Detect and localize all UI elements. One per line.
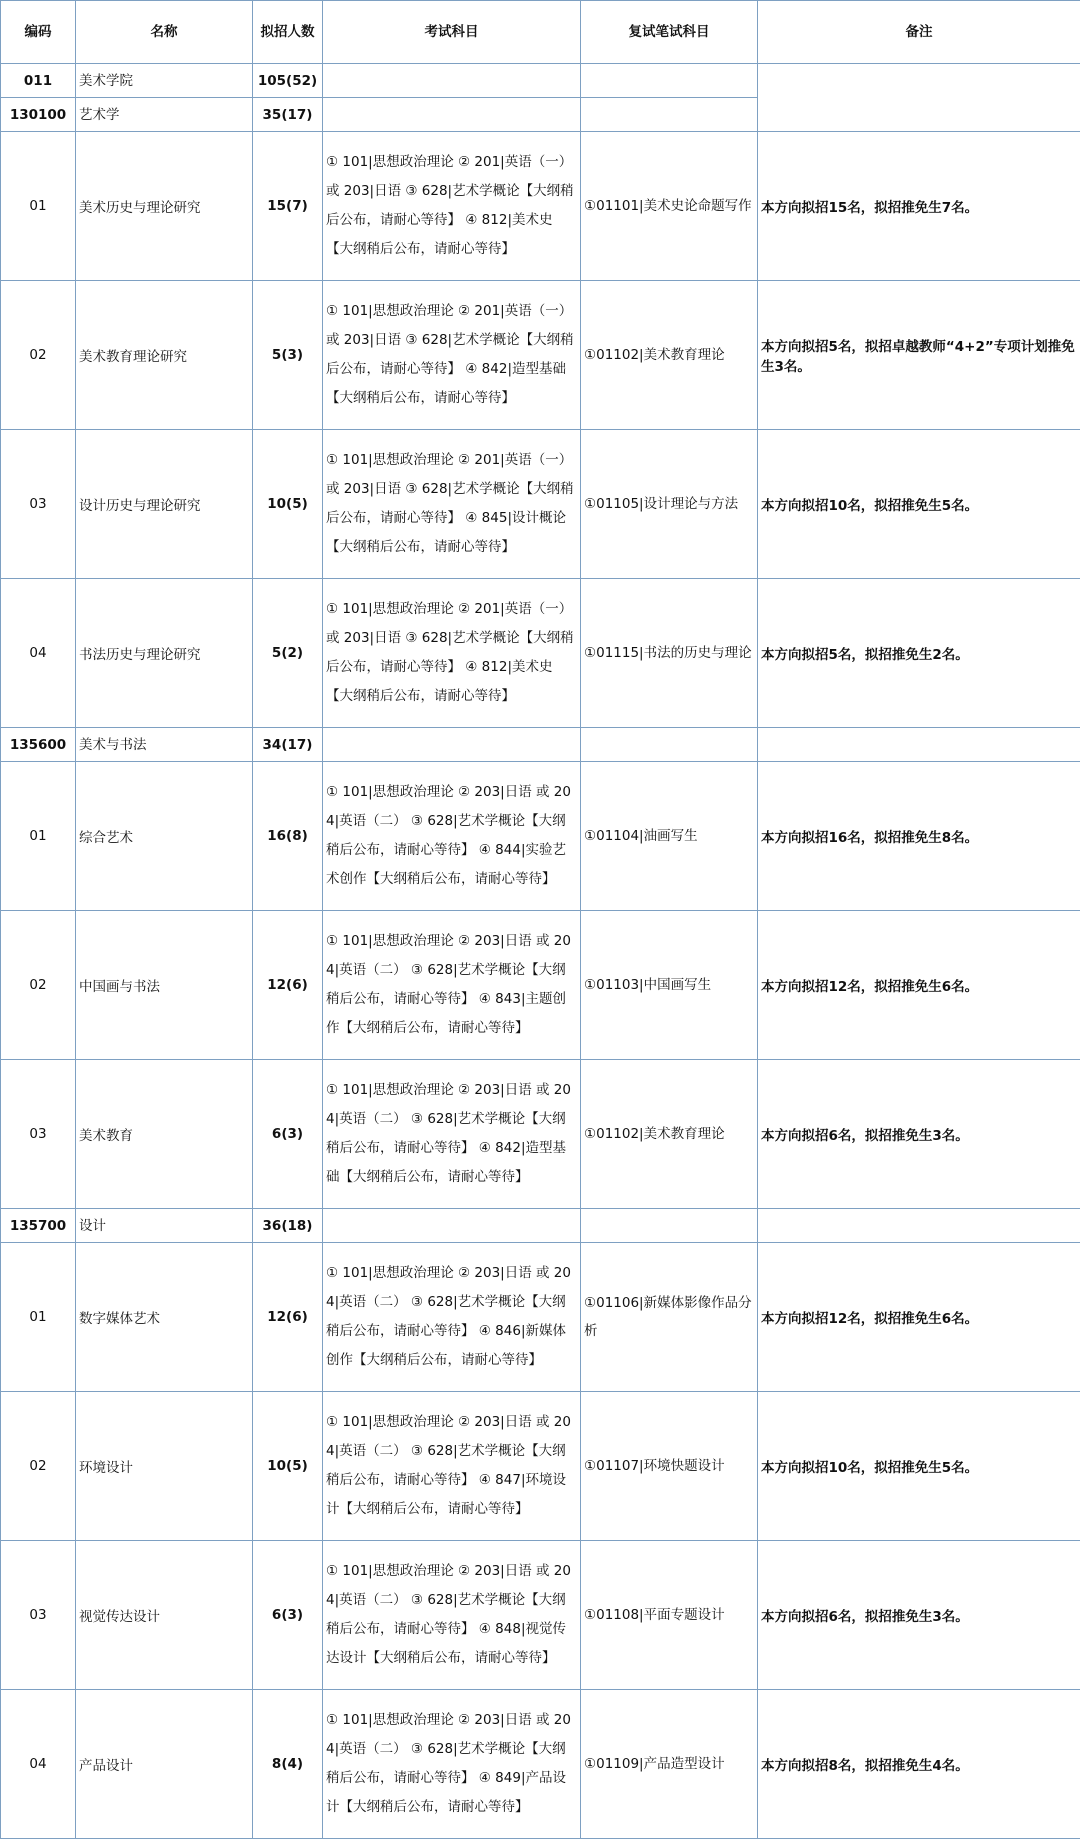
direction-row	[1, 1243, 1080, 1392]
direction-name: 美术历史与理论研究	[76, 132, 253, 281]
direction-code: 03	[1, 430, 76, 579]
direction-exam-subjects: ① 101|思想政治理论 ② 203|日语 或 204|英语（二） ③ 628|艺术学概论【大纲稍后公布，请耐心等待】 ④ 842|造型基础【大纲稍后公布，请耐心等待】	[323, 1060, 581, 1209]
header-row	[1, 1, 1080, 64]
direction-exam-subjects: ① 101|思想政治理论 ② 203|日语 或 204|英语（二） ③ 628|艺术学概论【大纲稍后公布，请耐心等待】 ④ 849|产品设计【大纲稍后公布，请耐心等待】	[323, 1690, 581, 1839]
direction-code: 04	[1, 1690, 76, 1839]
direction-exam-subjects: ① 101|思想政治理论 ② 201|英语（一） 或 203|日语 ③ 628|艺术学概论【大纲稍后公布，请耐心等待】 ④ 812|美术史【大纲稍后公布，请耐心等待】	[323, 579, 581, 728]
direction-row	[1, 1060, 1080, 1209]
direction-count: 12(6)	[253, 1243, 323, 1392]
direction-note: 本方向拟招6名，拟招推免生3名。	[758, 1541, 1080, 1690]
direction-row	[1, 132, 1080, 281]
direction-exam-subjects: ① 101|思想政治理论 ② 203|日语 或 204|英语（二） ③ 628|艺术学概论【大纲稍后公布，请耐心等待】 ④ 848|视觉传达设计【大纲稍后公布，请耐心等待】	[323, 1541, 581, 1690]
header-retest: 复试笔试科目	[581, 1, 758, 64]
direction-name: 美术教育	[76, 1060, 253, 1209]
direction-code: 02	[1, 1392, 76, 1541]
direction-name: 数字媒体艺术	[76, 1243, 253, 1392]
direction-retest-subject: ①01108|平面专题设计	[581, 1541, 758, 1690]
direction-row	[1, 1392, 1080, 1541]
direction-code: 03	[1, 1060, 76, 1209]
direction-retest-subject: ①01105|设计理论与方法	[581, 430, 758, 579]
direction-note: 本方向拟招16名，拟招推免生8名。	[758, 762, 1080, 911]
direction-count: 16(8)	[253, 762, 323, 911]
college-row	[1, 64, 1080, 98]
header-exam: 考试科目	[323, 1, 581, 64]
direction-name: 美术教育理论研究	[76, 281, 253, 430]
direction-name: 综合艺术	[76, 762, 253, 911]
direction-row	[1, 281, 1080, 430]
college-code: 011	[1, 64, 76, 98]
header-name: 名称	[76, 1, 253, 64]
college-exam-empty	[323, 64, 581, 98]
major-code: 130100	[1, 98, 76, 132]
direction-note: 本方向拟招5名，拟招卓越教师“4+2”专项计划推免生3名。	[758, 281, 1080, 430]
major-count: 36(18)	[253, 1209, 323, 1243]
direction-retest-subject: ①01107|环境快题设计	[581, 1392, 758, 1541]
direction-exam-subjects: ① 101|思想政治理论 ② 201|英语（一） 或 203|日语 ③ 628|艺术学概论【大纲稍后公布，请耐心等待】 ④ 812|美术史【大纲稍后公布，请耐心等待】	[323, 132, 581, 281]
direction-note: 本方向拟招10名，拟招推免生5名。	[758, 430, 1080, 579]
major-code: 135600	[1, 728, 76, 762]
header-code: 编码	[1, 1, 76, 64]
direction-count: 10(5)	[253, 1392, 323, 1541]
major-row	[1, 1209, 1080, 1243]
direction-retest-subject: ①01103|中国画写生	[581, 911, 758, 1060]
direction-code: 04	[1, 579, 76, 728]
college-retest-empty	[581, 64, 758, 98]
direction-retest-subject: ①01102|美术教育理论	[581, 281, 758, 430]
direction-row	[1, 579, 1080, 728]
direction-name: 中国画与书法	[76, 911, 253, 1060]
direction-code: 02	[1, 911, 76, 1060]
direction-exam-subjects: ① 101|思想政治理论 ② 203|日语 或 204|英语（二） ③ 628|艺术学概论【大纲稍后公布，请耐心等待】 ④ 843|主题创作【大纲稍后公布，请耐心等待】	[323, 911, 581, 1060]
direction-retest-subject: ①01102|美术教育理论	[581, 1060, 758, 1209]
direction-exam-subjects: ① 101|思想政治理论 ② 201|英语（一） 或 203|日语 ③ 628|艺术学概论【大纲稍后公布，请耐心等待】 ④ 842|造型基础【大纲稍后公布，请耐心等待】	[323, 281, 581, 430]
direction-note: 本方向拟招15名，拟招推免生7名。	[758, 132, 1080, 281]
major-note-empty	[758, 1209, 1080, 1243]
major-count: 35(17)	[253, 98, 323, 132]
direction-retest-subject: ①01104|油画写生	[581, 762, 758, 911]
direction-exam-subjects: ① 101|思想政治理论 ② 203|日语 或 204|英语（二） ③ 628|艺术学概论【大纲稍后公布，请耐心等待】 ④ 844|实验艺术创作【大纲稍后公布，请耐心等待】	[323, 762, 581, 911]
direction-retest-subject: ①01101|美术史论命题写作	[581, 132, 758, 281]
major-retest-empty	[581, 1209, 758, 1243]
direction-code: 02	[1, 281, 76, 430]
direction-note: 本方向拟招12名，拟招推免生6名。	[758, 1243, 1080, 1392]
major-retest-empty	[581, 98, 758, 132]
direction-note: 本方向拟招6名，拟招推免生3名。	[758, 1060, 1080, 1209]
direction-note: 本方向拟招12名，拟招推免生6名。	[758, 911, 1080, 1060]
direction-code: 01	[1, 132, 76, 281]
direction-name: 环境设计	[76, 1392, 253, 1541]
direction-code: 01	[1, 1243, 76, 1392]
major-name: 美术与书法	[76, 728, 253, 762]
direction-retest-subject: ①01115|书法的历史与理论	[581, 579, 758, 728]
major-name: 艺术学	[76, 98, 253, 132]
direction-count: 8(4)	[253, 1690, 323, 1839]
direction-row	[1, 911, 1080, 1060]
direction-code: 03	[1, 1541, 76, 1690]
direction-count: 6(3)	[253, 1541, 323, 1690]
direction-row	[1, 1690, 1080, 1839]
college-name: 美术学院	[76, 64, 253, 98]
direction-row	[1, 1541, 1080, 1690]
direction-count: 5(3)	[253, 281, 323, 430]
direction-name: 视觉传达设计	[76, 1541, 253, 1690]
major-count: 34(17)	[253, 728, 323, 762]
direction-count: 6(3)	[253, 1060, 323, 1209]
direction-row	[1, 430, 1080, 579]
major-code: 135700	[1, 1209, 76, 1243]
major-exam-empty	[323, 728, 581, 762]
major-name: 设计	[76, 1209, 253, 1243]
college-note-empty	[758, 64, 1080, 132]
direction-count: 15(7)	[253, 132, 323, 281]
direction-name: 书法历史与理论研究	[76, 579, 253, 728]
direction-exam-subjects: ① 101|思想政治理论 ② 203|日语 或 204|英语（二） ③ 628|艺术学概论【大纲稍后公布，请耐心等待】 ④ 846|新媒体创作【大纲稍后公布，请耐心等待】	[323, 1243, 581, 1392]
direction-count: 10(5)	[253, 430, 323, 579]
direction-retest-subject: ①01106|新媒体影像作品分析	[581, 1243, 758, 1392]
direction-name: 设计历史与理论研究	[76, 430, 253, 579]
major-exam-empty	[323, 98, 581, 132]
header-count: 拟招人数	[253, 1, 323, 64]
major-retest-empty	[581, 728, 758, 762]
direction-exam-subjects: ① 101|思想政治理论 ② 201|英语（一） 或 203|日语 ③ 628|艺术学概论【大纲稍后公布，请耐心等待】 ④ 845|设计概论【大纲稍后公布，请耐心等待】	[323, 430, 581, 579]
header-note: 备注	[758, 1, 1080, 64]
direction-note: 本方向拟招8名，拟招推免生4名。	[758, 1690, 1080, 1839]
major-row	[1, 728, 1080, 762]
college-count: 105(52)	[253, 64, 323, 98]
direction-row	[1, 762, 1080, 911]
major-note-empty	[758, 728, 1080, 762]
direction-retest-subject: ①01109|产品造型设计	[581, 1690, 758, 1839]
major-exam-empty	[323, 1209, 581, 1243]
direction-note: 本方向拟招10名，拟招推免生5名。	[758, 1392, 1080, 1541]
direction-count: 12(6)	[253, 911, 323, 1060]
direction-note: 本方向拟招5名，拟招推免生2名。	[758, 579, 1080, 728]
direction-name: 产品设计	[76, 1690, 253, 1839]
direction-exam-subjects: ① 101|思想政治理论 ② 203|日语 或 204|英语（二） ③ 628|艺术学概论【大纲稍后公布，请耐心等待】 ④ 847|环境设计【大纲稍后公布，请耐心等待】	[323, 1392, 581, 1541]
direction-count: 5(2)	[253, 579, 323, 728]
direction-code: 01	[1, 762, 76, 911]
